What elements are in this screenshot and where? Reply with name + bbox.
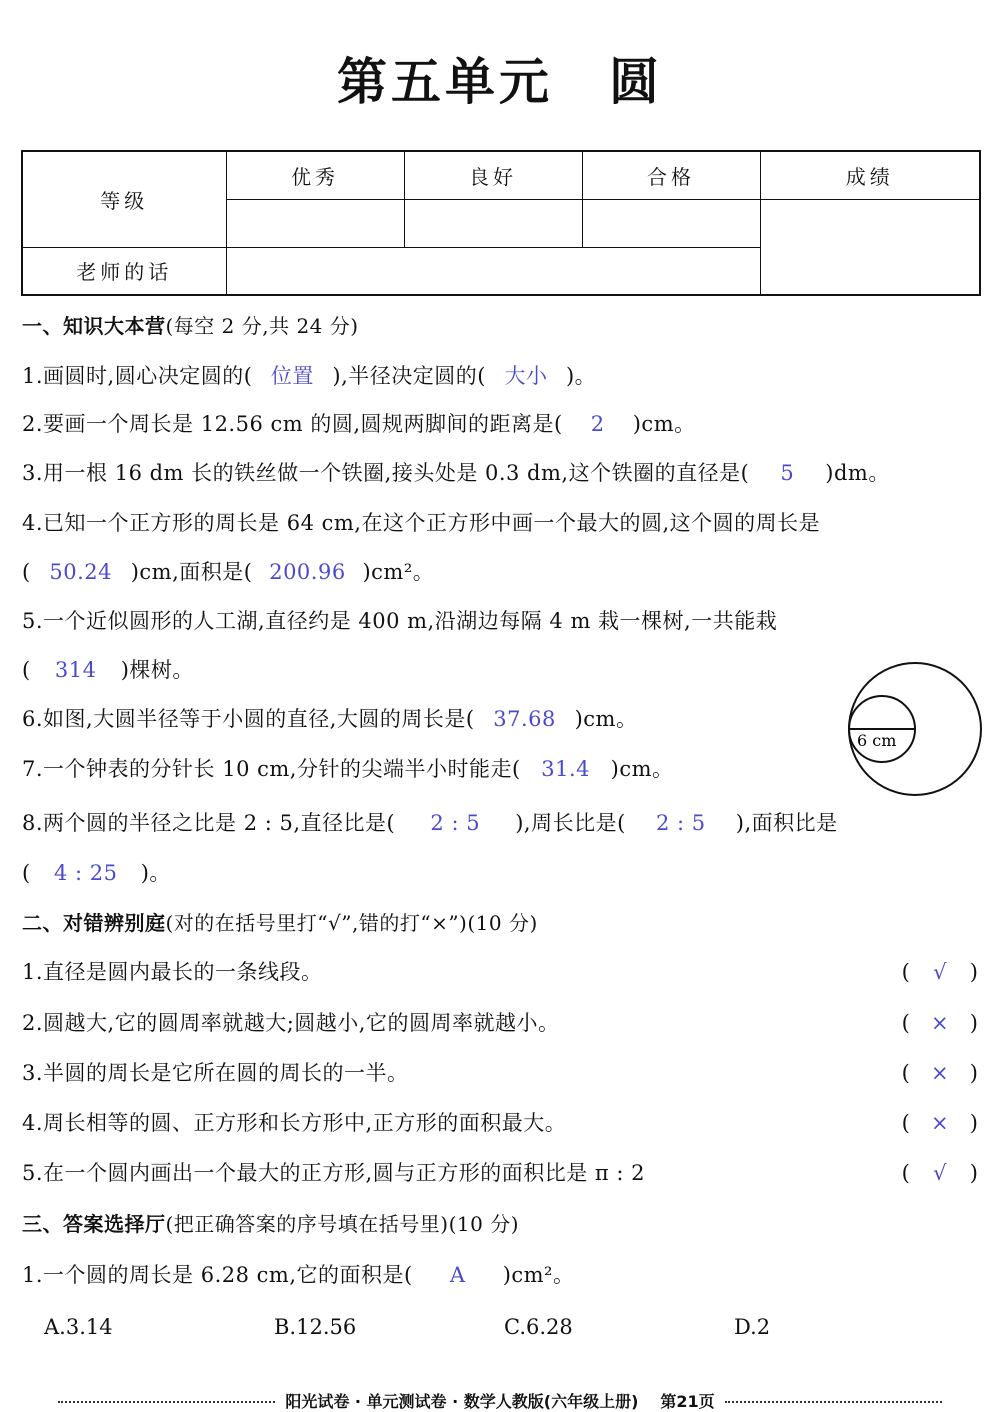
footer-divider-right: [725, 1401, 942, 1403]
option-b: B.12.56: [274, 1315, 357, 1339]
level-pass-cell[interactable]: [582, 199, 760, 247]
page-title: [0, 42, 1000, 114]
answer: 314: [54, 658, 97, 682]
choice-question-1: 1.一个圆的周长是 6.28 cm,它的面积是( A )cm²。: [22, 1260, 574, 1290]
question-1-8-cont: ( 4 : 25 )。: [22, 858, 171, 888]
judge-item-1: 1.直径是圆内最长的一条线段。: [22, 960, 323, 984]
question-1-3: 3.用一根 16 dm 长的铁丝做一个铁圈,接头处是 0.3 dm,这个铁圈的直径是( 5 )dm。: [22, 458, 890, 488]
answer: 2 : 5: [655, 811, 706, 835]
score-cell[interactable]: [760, 199, 980, 295]
answer: 大小: [504, 364, 548, 388]
answer: 31.4: [541, 757, 591, 781]
answer: 37.68: [493, 707, 556, 731]
title-unit: 第五单元: [337, 53, 553, 111]
level-excellent: 优秀: [226, 151, 404, 199]
judge-item-2: 2.圆越大,它的圆周率就越大;圆越小,它的圆周率就越小。: [22, 1011, 560, 1035]
score-label: 成绩: [760, 151, 980, 199]
teacher-comment-cell[interactable]: [226, 247, 760, 295]
answer: 200.96: [269, 560, 346, 584]
answer: 4 : 25: [53, 861, 118, 885]
footer-text: 阳光试卷 · 单元测试卷 · 数学人教版(六年级上册): [285, 1392, 639, 1411]
grade-label: 等级: [22, 151, 226, 247]
option-a: A.3.14: [44, 1315, 113, 1339]
judge-answer-5: ( √ ): [901, 1161, 978, 1185]
answer: 5: [780, 461, 795, 485]
judge-item-4: 4.周长相等的圆、正方形和长方形中,正方形的面积最大。: [22, 1111, 567, 1135]
section1-heading: 一、知识大本营(每空 2 分,共 24 分): [22, 314, 359, 338]
page-footer: [48, 1392, 952, 1412]
section2-heading: 二、对错辨别庭(对的在括号里打“√”,错的打“×”)(10 分): [22, 911, 538, 935]
question-1-5: 5.一个近似圆形的人工湖,直径约是 400 m,沿湖边每隔 4 m 栽一棵树,一共能栽: [22, 609, 778, 633]
answer: 位置: [270, 364, 314, 388]
judge-answer-3: ( × ): [901, 1061, 978, 1085]
section3-heading: 三、答案选择厅(把正确答案的序号填在括号里)(10 分): [22, 1212, 520, 1236]
level-excellent-cell[interactable]: [226, 199, 404, 247]
question-1-6: 6.如图,大圆半径等于小圆的直径,大圆的周长是( 37.68 )cm。: [22, 704, 637, 734]
judge-answer-1: ( √ ): [901, 960, 978, 984]
question-1-4: 4.已知一个正方形的周长是 64 cm,在这个正方形中画一个最大的圆,这个圆的周长是: [22, 511, 821, 535]
grade-table: [21, 150, 981, 296]
question-1-2: 2.要画一个周长是 12.56 cm 的圆,圆规两脚间的距离是( 2 )cm。: [22, 409, 696, 439]
question-1-7: 7.一个钟表的分针长 10 cm,分针的尖端半小时能走( 31.4 )cm。: [22, 754, 674, 784]
page-number: 第21页: [660, 1392, 715, 1411]
figure-label: 6 cm: [857, 731, 897, 750]
question-1-5-cont: ( 314 )棵树。: [22, 655, 194, 685]
question-1-4-cont: ( 50.24 )cm,面积是( 200.96 )cm²。: [22, 557, 434, 587]
answer: 2: [590, 412, 605, 436]
answer: 2 : 5: [430, 811, 481, 835]
title-topic: 圆: [609, 53, 663, 111]
teacher-label: 老师的话: [22, 247, 226, 295]
judge-item-3: 3.半圆的周长是它所在圆的周长的一半。: [22, 1061, 409, 1085]
circles-figure: [846, 660, 984, 798]
answer: A: [449, 1263, 466, 1287]
judge-answer-4: ( × ): [901, 1111, 978, 1135]
judge-item-5: 5.在一个圆内画出一个最大的正方形,圆与正方形的面积比是 π : 2: [22, 1161, 645, 1185]
answer: 50.24: [49, 560, 113, 584]
level-good: 良好: [404, 151, 582, 199]
level-pass: 合格: [582, 151, 760, 199]
option-d: D.2: [734, 1315, 771, 1339]
option-c: C.6.28: [504, 1315, 573, 1339]
question-1-1: 1.画圆时,圆心决定圆的( 位置 ),半径决定圆的( 大小 )。: [22, 361, 596, 391]
question-1-8: 8.两个圆的半径之比是 2 : 5,直径比是( 2 : 5 ),周长比是( 2 : 5 ),面积比是: [22, 808, 838, 838]
footer-divider-left: [58, 1401, 275, 1403]
judge-answer-2: ( × ): [901, 1011, 978, 1035]
level-good-cell[interactable]: [404, 199, 582, 247]
